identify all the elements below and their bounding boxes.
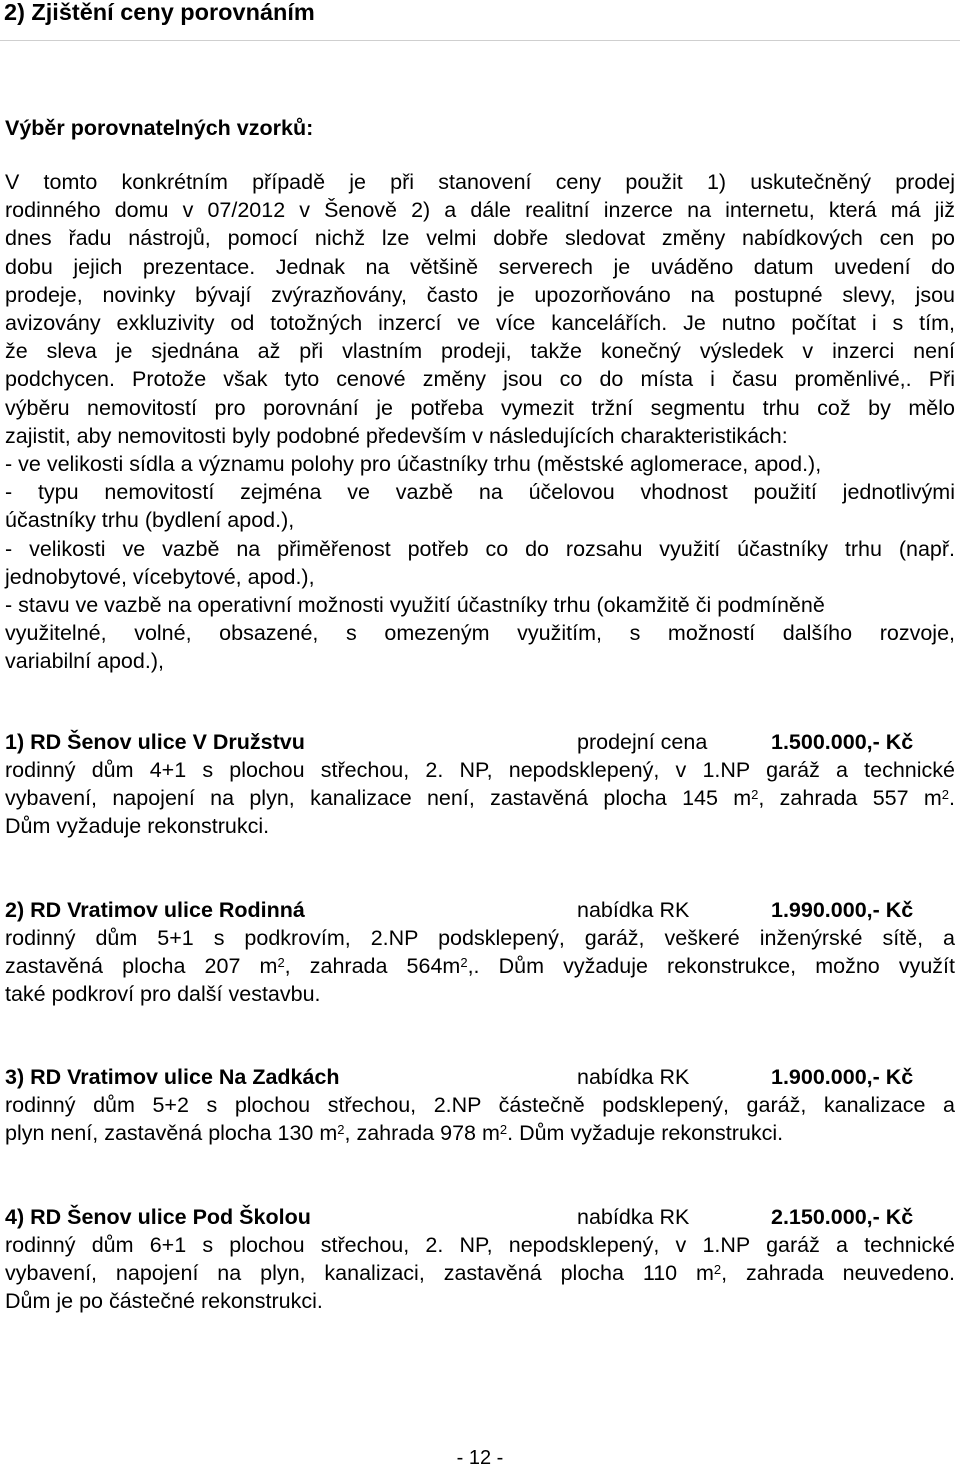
superscript: 2 <box>713 1262 722 1277</box>
property-desc-text: , zahrada 564m <box>284 954 461 978</box>
page-number: - 12 - <box>456 1447 504 1469</box>
section-heading: 2) Zjištění ceny porovnáním <box>4 0 315 25</box>
intro-line: podchycen. Protože však tyto cenové změny jsou co do místa i času proměnlivé,. Při <box>5 367 955 392</box>
intro-line: - typu nemovitostí zejména ve vazbě na účelovou vhodnost použití jednotlivými <box>5 480 955 505</box>
property-desc-line: Dům vyžaduje rekonstrukci. <box>5 814 270 838</box>
intro-line: variabilní apod.), <box>5 649 164 674</box>
intro-line: - velikosti ve vazbě na přiměřenost potřeb co do rozsahu využití účastníky trhu (např. <box>5 536 955 561</box>
intro-line: výběru nemovitostí pro porovnání je potřeba vymezit tržní segmentu trhu což by mělo <box>5 395 955 420</box>
property-desc-text: , zahrada neuvedeno. <box>721 1261 955 1285</box>
property-desc-text: , zahrada 978 m <box>344 1121 500 1145</box>
property-block <box>0 896 960 1006</box>
property-desc-text: zastavěná plocha 207 m <box>5 954 278 978</box>
property-price-type: nabídka RK <box>577 1205 690 1229</box>
intro-line: avizovány exkluzivity od totožných inzercí ve více kancelářích. Je nutno počítat i s tím, <box>5 311 955 336</box>
property-price: 1.990.000,- Kč <box>771 898 914 922</box>
property-desc-text: ,. Dům vyžaduje rekonstrukce, možno využít <box>467 954 955 978</box>
property-price-type: prodejní cena <box>577 730 708 754</box>
property-title: 1) RD Šenov ulice V Družstvu <box>5 730 305 754</box>
intro-line: zajistit, aby nemovitosti byly podobné především v následujících charakteristikách: <box>5 423 788 448</box>
intro-line: - ve velikosti sídla a významu polohy pro účastníky trhu (městské aglomerace, apod.), <box>5 452 822 477</box>
property-desc-text: . <box>949 786 955 810</box>
property-desc-text: vybavení, napojení na plyn, kanalizaci, zastavěná plocha 110 m <box>5 1261 714 1285</box>
property-price: 2.150.000,- Kč <box>771 1205 914 1229</box>
subheading: Výběr porovnatelných vzorků: <box>5 116 314 140</box>
property-desc-line <box>5 1119 955 1147</box>
property-desc-line: rodinný dům 4+1 s plochou střechou, 2. NP, nepodsklepený, v 1.NP garáž a technické <box>5 758 955 782</box>
property-desc-line <box>5 1259 955 1287</box>
property-desc-text: plyn není, zastavěná plocha 130 m <box>5 1121 338 1145</box>
property-title: 3) RD Vratimov ulice Na Zadkách <box>5 1065 340 1089</box>
property-desc-line: Dům je po částečné rekonstrukci. <box>5 1289 323 1313</box>
superscript: 2 <box>499 1122 508 1137</box>
property-desc-line: rodinný dům 5+2 s plochou střechou, 2.NP částečně podsklepený, garáž, kanalizace a <box>5 1093 955 1117</box>
superscript: 2 <box>277 955 285 970</box>
property-desc-line <box>5 784 955 812</box>
property-block <box>0 1063 960 1147</box>
property-desc-text: , zahrada 557 m <box>758 786 942 810</box>
property-title: 2) RD Vratimov ulice Rodinná <box>5 898 305 922</box>
intro-line: - stavu ve vazbě na operativní možnosti využití účastníky trhu (okamžitě či podmíněně <box>5 593 825 618</box>
superscript: 2 <box>751 787 759 802</box>
intro-line: dnes řadu nástrojů, pomocí nichž lze velmi dobře sledovat změny nabídkových cen po <box>5 226 955 251</box>
property-block <box>0 728 960 838</box>
intro-line: využitelné, volné, obsazené, s omezeným využitím, s možností dalšího rozvoje, <box>5 621 955 646</box>
intro-line: V tomto konkrétním případě je při stanovení ceny použit 1) uskutečněný prodej <box>5 170 955 194</box>
property-price: 1.500.000,- Kč <box>771 730 914 754</box>
intro-paragraph <box>5 168 955 676</box>
property-desc-line <box>5 952 955 980</box>
property-desc-line: rodinný dům 6+1 s plochou střechou, 2. NP, nepodsklepený, v 1.NP garáž a technické <box>5 1233 955 1257</box>
intro-line: rodinného domu v 07/2012 v Šenově 2) a dále realitní inzerce na internetu, která má již <box>5 198 955 223</box>
superscript: 2 <box>941 787 950 802</box>
intro-line: jednobytové, vícebytové, apod.), <box>5 564 315 589</box>
property-desc-line: rodinný dům 5+1 s podkrovím, 2.NP podsklepený, garáž, veškeré inženýrské sítě, a <box>5 926 955 950</box>
property-price: 1.900.000,- Kč <box>771 1065 914 1089</box>
property-price-type: nabídka RK <box>577 1065 690 1089</box>
property-title: 4) RD Šenov ulice Pod Školou <box>5 1205 311 1229</box>
property-desc-line: také podkroví pro další vestavbu. <box>5 982 321 1006</box>
property-block <box>0 1203 960 1313</box>
property-desc-text: vybavení, napojení na plyn, kanalizace není, zastavěná plocha 145 m <box>5 786 752 810</box>
property-price-type: nabídka RK <box>577 898 690 922</box>
intro-line: účastníky trhu (bydlení apod.), <box>5 508 295 533</box>
superscript: 2 <box>460 955 468 970</box>
intro-line: dobu jejich prezentace. Jednak na většině serverech je uváděno datum uvedení do <box>5 254 955 279</box>
intro-line: prodeje, novinky bývají zvýrazňovány, často je upozorňováno na postupné slevy, jsou <box>5 282 955 307</box>
property-desc-text: . Dům vyžaduje rekonstrukci. <box>507 1121 784 1145</box>
heading-divider <box>0 40 960 41</box>
intro-line: že sleva je sjednána až při vlastním prodeji, takže konečný výsledek v inzerci není <box>5 339 955 364</box>
superscript: 2 <box>337 1122 345 1137</box>
